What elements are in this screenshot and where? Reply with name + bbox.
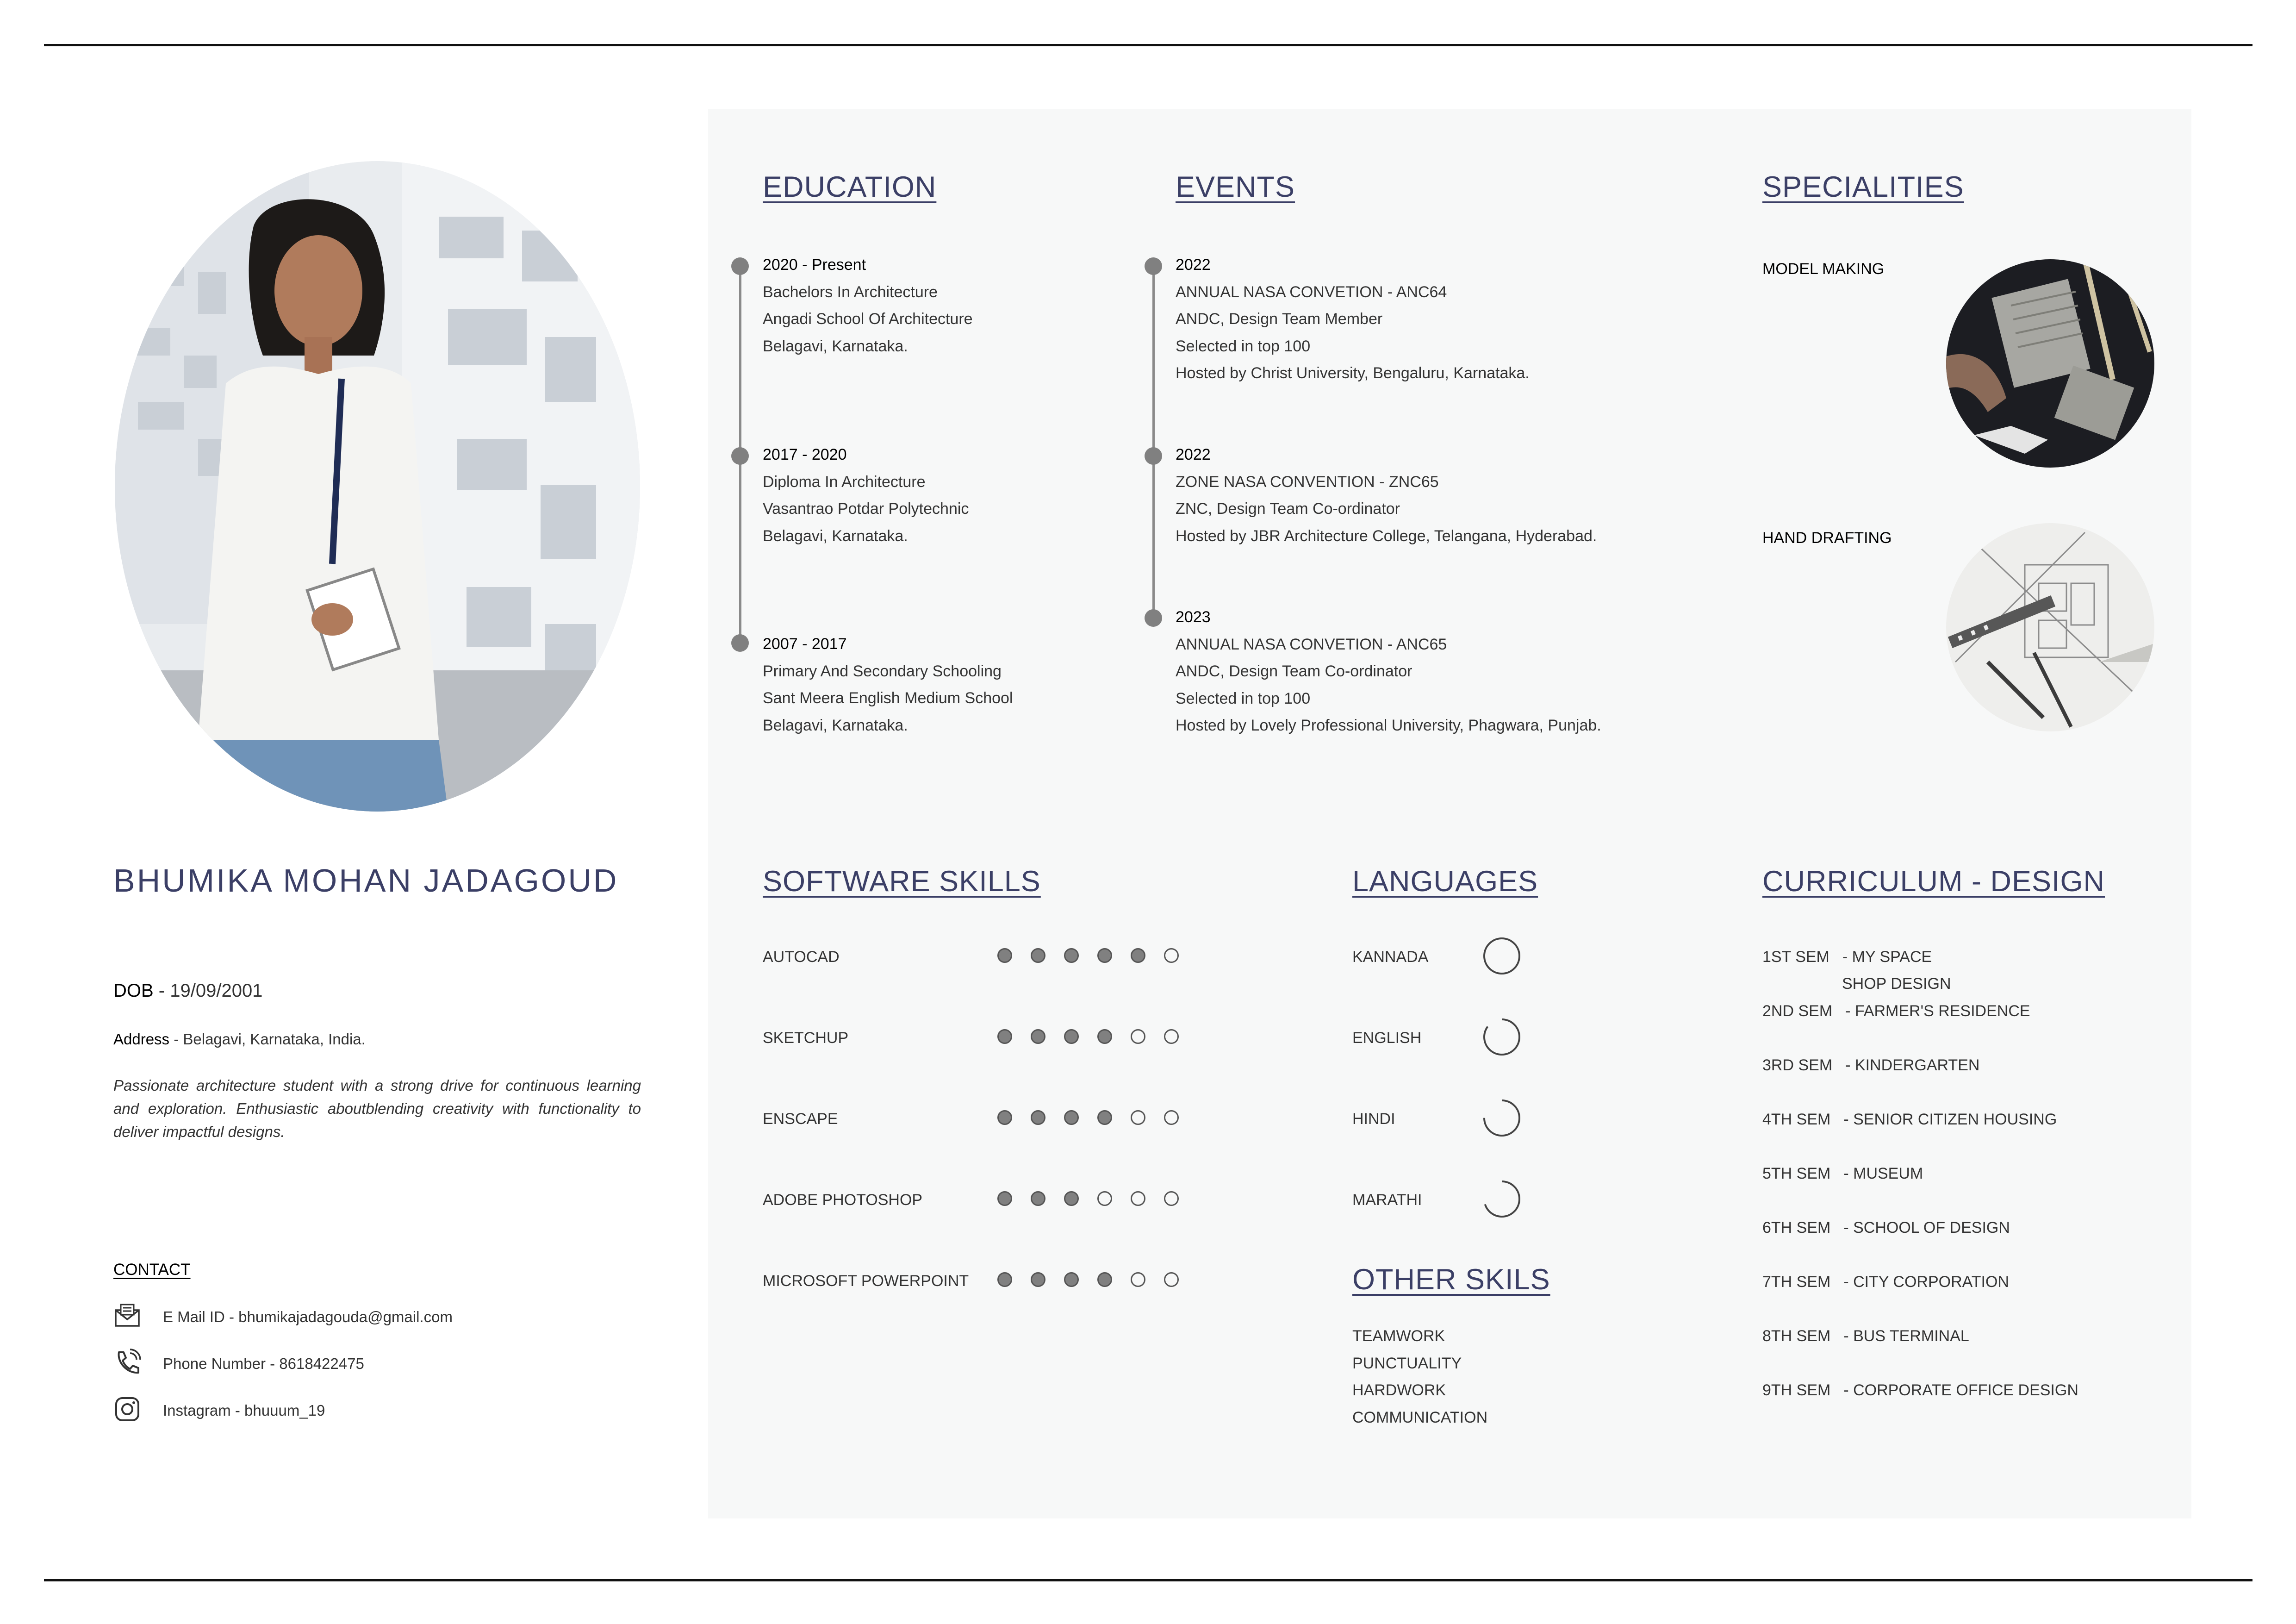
dob <box>113 981 262 1001</box>
curriculum-item <box>1762 1056 1979 1074</box>
event-entry <box>1176 251 1530 387</box>
curriculum-project: - SENIOR CITIZEN HOUSING <box>1843 1111 2057 1128</box>
education-line: Primary And Secondary Schooling <box>763 662 1002 680</box>
software-skill-name: ADOBE PHOTOSHOP <box>763 1191 923 1209</box>
top-rule <box>44 44 2252 46</box>
software-skill-name: MICROSOFT POWERPOINT <box>763 1272 969 1290</box>
education-line: Bachelors In Architecture <box>763 283 938 301</box>
contact-heading: CONTACT <box>113 1261 191 1279</box>
rating-dot-empty <box>1131 1272 1145 1287</box>
education-line: Belagavi, Karnataka. <box>763 527 908 545</box>
education-period: 2020 - Present <box>763 256 866 274</box>
rating-dot-filled <box>1097 948 1112 963</box>
language-level-ring <box>1481 1016 1523 1058</box>
education-line: Sant Meera English Medium School <box>763 689 1013 707</box>
rating-dot-empty <box>1131 1110 1145 1125</box>
events-dot <box>1145 447 1162 465</box>
rating-dot-filled <box>1064 1029 1079 1044</box>
software-skill-name: ENSCAPE <box>763 1110 838 1128</box>
model-making-image <box>1946 259 2154 468</box>
curriculum-project: - KINDERGARTEN <box>1845 1056 1980 1074</box>
instagram-icon <box>113 1395 141 1423</box>
other-skill: TEAMWORK <box>1352 1327 1445 1345</box>
language-name: KANNADA <box>1352 948 1429 966</box>
speciality-label: HAND DRAFTING <box>1762 529 1892 547</box>
software-heading: SOFTWARE SKILLS <box>763 865 1041 898</box>
skill-rating <box>997 1029 1192 1046</box>
dob-value: - 19/09/2001 <box>153 981 263 1001</box>
curriculum-item <box>1762 1327 1969 1345</box>
rating-dot-filled <box>1131 948 1145 963</box>
address-value: - Belagavi, Karnataka, India. <box>169 1031 366 1048</box>
bottom-rule <box>44 1579 2252 1581</box>
profile-photo <box>115 161 640 812</box>
event-line: ANNUAL NASA CONVETION - ANC64 <box>1176 283 1447 301</box>
event-year: 2022 <box>1176 446 1211 463</box>
curriculum-sem: 1ST SEM <box>1762 948 1829 966</box>
rating-dot-filled <box>1031 1110 1045 1125</box>
curriculum-project: - FARMER'S RESIDENCE <box>1845 1002 2030 1020</box>
contact-instagram-text[interactable]: Instagram - bhuuum_19 <box>163 1402 325 1419</box>
event-entry <box>1176 604 1601 739</box>
curriculum-item <box>1762 1381 2078 1399</box>
language-level-arc <box>1484 1100 1519 1136</box>
education-dot <box>731 257 749 275</box>
rating-dot-filled <box>997 1272 1012 1287</box>
skill-rating <box>997 1110 1192 1127</box>
curriculum-project: - CORPORATE OFFICE DESIGN <box>1843 1381 2078 1399</box>
education-line: Vasantrao Potdar Polytechnic <box>763 500 969 518</box>
rating-dot-filled <box>1031 1191 1045 1206</box>
event-line: ZNC, Design Team Co-ordinator <box>1176 500 1400 518</box>
events-dot <box>1145 257 1162 275</box>
event-year: 2022 <box>1176 256 1211 274</box>
rating-dot-empty <box>1131 1191 1145 1206</box>
events-heading: EVENTS <box>1176 171 1295 203</box>
curriculum-sem: 3RD SEM <box>1762 1056 1833 1074</box>
language-level-ring <box>1481 1178 1523 1220</box>
rating-dot-filled <box>1097 1029 1112 1044</box>
hand-drafting-image <box>1946 523 2154 731</box>
curriculum-item <box>1762 1165 1923 1183</box>
rating-dot-empty <box>1164 1191 1179 1206</box>
address-label: Address <box>113 1031 170 1048</box>
curriculum-item <box>1762 1111 2057 1129</box>
rating-dot-empty <box>1097 1191 1112 1206</box>
rating-dot-filled <box>1031 1272 1045 1287</box>
language-level-arc <box>1484 1019 1519 1055</box>
curriculum-project: - MY SPACE <box>1842 948 1932 966</box>
language-level-arc <box>1484 1181 1519 1217</box>
education-line: Belagavi, Karnataka. <box>763 337 908 355</box>
speciality-label: MODEL MAKING <box>1762 260 1885 278</box>
other-skills-heading: OTHER SKILS <box>1352 1263 1550 1296</box>
curriculum-sem: 2ND SEM <box>1762 1002 1833 1020</box>
curriculum-project: - MUSEUM <box>1843 1165 1923 1182</box>
rating-dot-filled <box>1097 1272 1112 1287</box>
event-line: Hosted by Lovely Professional University, Phagwara, Punjab. <box>1176 717 1601 734</box>
rating-dot-filled <box>1064 1272 1079 1287</box>
curriculum-sem: 4TH SEM <box>1762 1111 1831 1128</box>
rating-dot-filled <box>997 1029 1012 1044</box>
rating-dot-empty <box>1164 1029 1179 1044</box>
curriculum-sem: 7TH SEM <box>1762 1273 1831 1291</box>
rating-dot-filled <box>1064 1110 1079 1125</box>
rating-dot-filled <box>997 1110 1012 1125</box>
rating-dot-filled <box>997 948 1012 963</box>
rating-dot-empty <box>1164 1272 1179 1287</box>
language-name: ENGLISH <box>1352 1029 1422 1047</box>
curriculum-item <box>1762 1002 2030 1020</box>
education-line: Diploma In Architecture <box>763 473 926 491</box>
education-dot <box>731 447 749 465</box>
contact-mail-text[interactable]: E Mail ID - bhumikajadagouda@gmail.com <box>163 1308 453 1325</box>
curriculum-project: - BUS TERMINAL <box>1843 1327 1969 1345</box>
curriculum-sem: 8TH SEM <box>1762 1327 1831 1345</box>
education-heading: EDUCATION <box>763 171 937 203</box>
rating-dot-filled <box>1031 948 1045 963</box>
software-skill-name: SKETCHUP <box>763 1029 849 1047</box>
education-line: Angadi School Of Architecture <box>763 310 973 328</box>
language-level-ring <box>1481 935 1523 977</box>
contact-instagram <box>113 1395 141 1425</box>
rating-dot-empty <box>1164 1110 1179 1125</box>
rating-dot-empty <box>1164 948 1179 963</box>
event-line: Selected in top 100 <box>1176 337 1311 355</box>
bio-text: Passionate architecture student with a strong drive for continuous learning and exploration. Enthusiastic aboutblending creativity with functionality to deliver impactful designs. <box>113 1077 641 1140</box>
rating-dot-filled <box>1064 948 1079 963</box>
address <box>113 1031 366 1048</box>
education-period: 2017 - 2020 <box>763 446 847 463</box>
events-dot <box>1145 609 1162 627</box>
rating-dot-filled <box>997 1191 1012 1206</box>
education-entry <box>763 631 1013 739</box>
language-level-ring <box>1481 1097 1523 1139</box>
language-level-arc <box>1484 938 1519 974</box>
dob-label: DOB <box>113 981 154 1001</box>
phone-icon <box>113 1349 141 1376</box>
event-line: Selected in top 100 <box>1176 689 1311 707</box>
curriculum-project-extra: SHOP DESIGN <box>1842 975 1951 993</box>
languages-heading: LANGUAGES <box>1352 865 1538 898</box>
skill-rating <box>997 1272 1192 1289</box>
education-entry <box>763 251 973 360</box>
events-timeline <box>1152 266 1155 618</box>
specialities-heading: SPECIALITIES <box>1762 171 1964 203</box>
rating-dot-empty <box>1131 1029 1145 1044</box>
curriculum-item <box>1762 948 1932 966</box>
skill-rating <box>997 1191 1192 1208</box>
language-name: HINDI <box>1352 1110 1395 1128</box>
other-skill: PUNCTUALITY <box>1352 1354 1462 1372</box>
contact-phone <box>113 1349 141 1379</box>
other-skill: HARDWORK <box>1352 1381 1446 1399</box>
curriculum-sem: 9TH SEM <box>1762 1381 1831 1399</box>
skill-rating <box>997 948 1192 965</box>
rating-dot-filled <box>1097 1110 1112 1125</box>
event-line: ANNUAL NASA CONVETION - ANC65 <box>1176 635 1447 653</box>
curriculum-project: - SCHOOL OF DESIGN <box>1843 1219 2010 1237</box>
contact-mail <box>113 1302 141 1332</box>
other-skills-list <box>1352 1323 1487 1431</box>
event-line: Hosted by JBR Architecture College, Telangana, Hyderabad. <box>1176 527 1597 545</box>
education-dot <box>731 634 749 652</box>
curriculum-item <box>1762 1273 2009 1291</box>
event-line: ZONE NASA CONVENTION - ZNC65 <box>1176 473 1439 491</box>
curriculum-sem: 6TH SEM <box>1762 1219 1831 1237</box>
curriculum-sem: 5TH SEM <box>1762 1165 1831 1182</box>
event-entry <box>1176 441 1597 550</box>
event-line: ANDC, Design Team Co-ordinator <box>1176 662 1412 680</box>
education-period: 2007 - 2017 <box>763 635 847 653</box>
event-line: ANDC, Design Team Member <box>1176 310 1383 328</box>
curriculum-heading: CURRICULUM - DESIGN <box>1762 865 2105 898</box>
event-line: Hosted by Christ University, Bengaluru, Karnataka. <box>1176 364 1530 382</box>
person-name: BHUMIKA MOHAN JADAGOUD <box>113 862 619 899</box>
other-skill: COMMUNICATION <box>1352 1408 1488 1426</box>
curriculum-project: - CITY CORPORATION <box>1843 1273 2010 1291</box>
rating-dot-filled <box>1031 1029 1045 1044</box>
language-name: MARATHI <box>1352 1191 1422 1209</box>
software-skill-name: AUTOCAD <box>763 948 840 966</box>
contact-phone-text[interactable]: Phone Number - 8618422475 <box>163 1355 364 1372</box>
curriculum-item <box>1762 1219 2010 1237</box>
event-year: 2023 <box>1176 608 1211 626</box>
education-entry <box>763 441 969 550</box>
mail-icon <box>113 1302 141 1330</box>
education-line: Belagavi, Karnataka. <box>763 716 908 734</box>
rating-dot-filled <box>1064 1191 1079 1206</box>
